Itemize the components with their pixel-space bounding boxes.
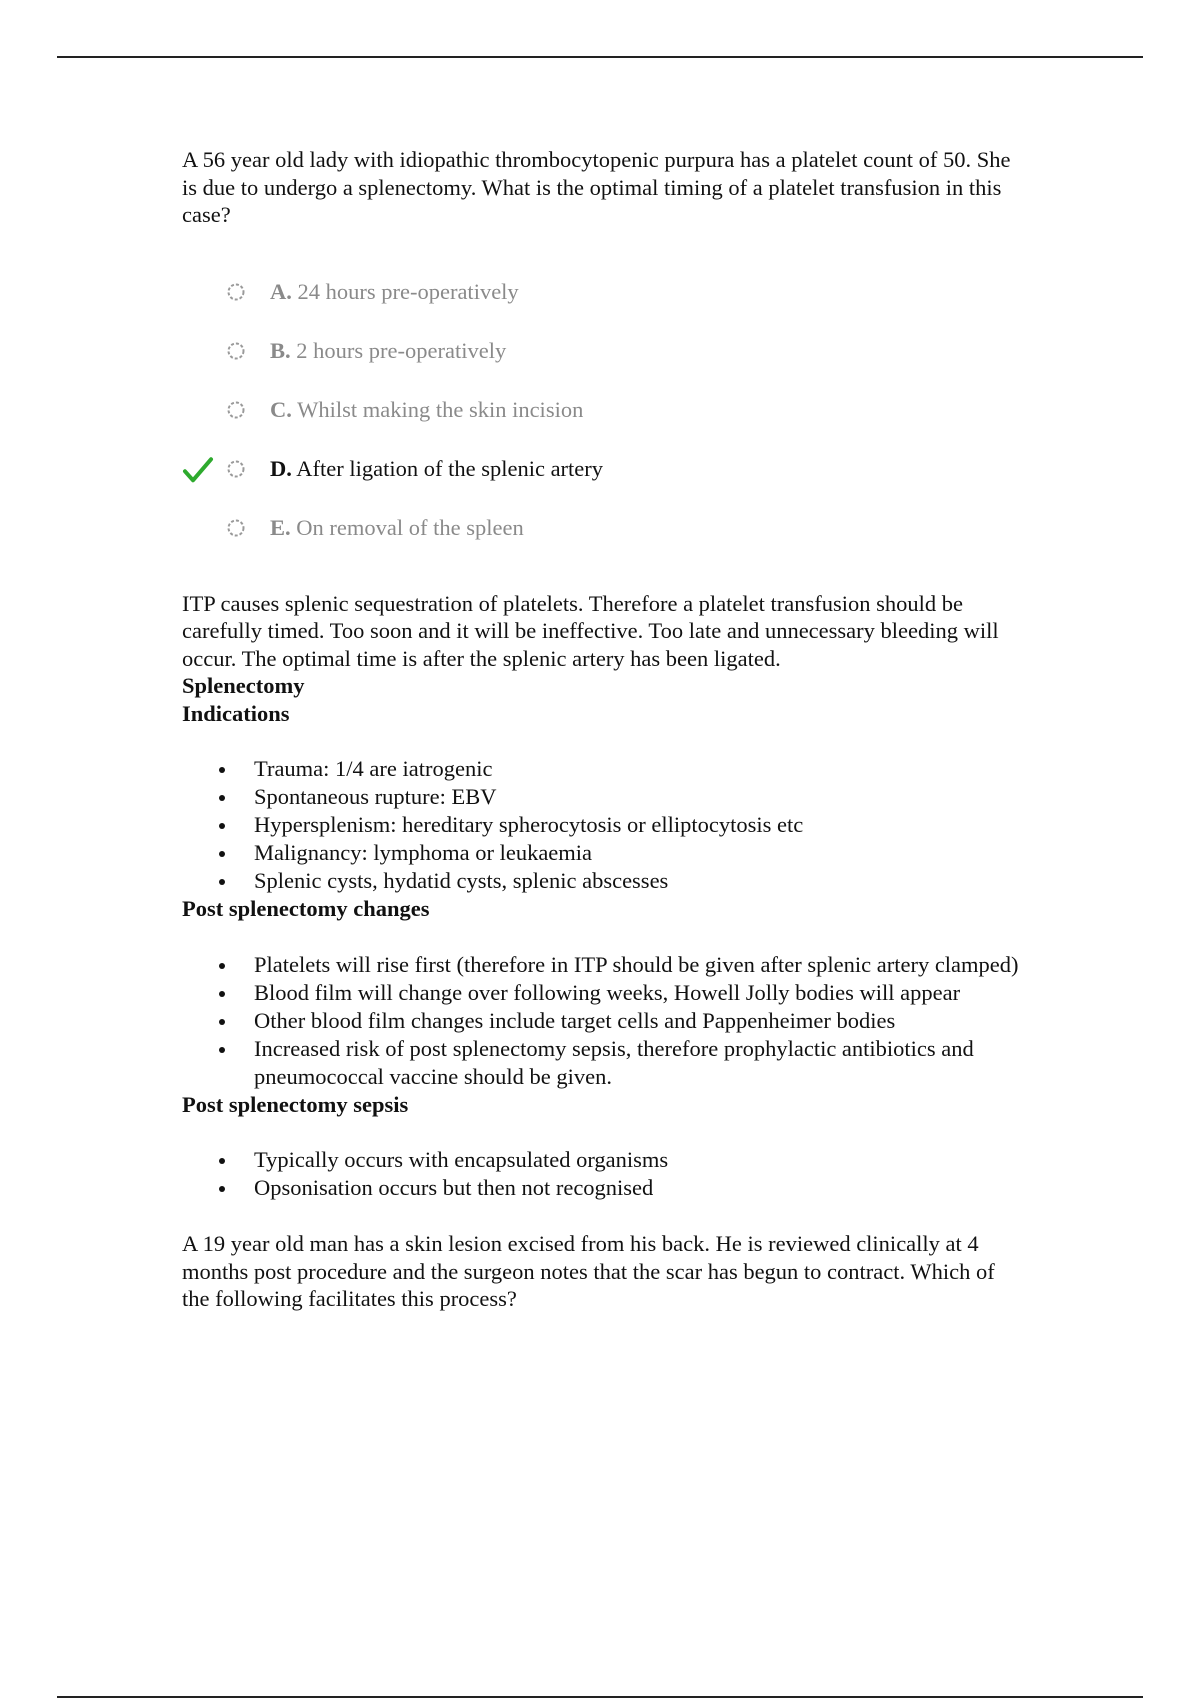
option-text: 2 hours pre-operatively <box>296 338 507 364</box>
option-letter: D. <box>270 456 292 482</box>
option-label <box>270 455 603 483</box>
list-item: Other blood film changes include target cells and Pappenheimer bodies <box>182 1007 1022 1035</box>
option-label <box>270 337 506 365</box>
option-letter: A. <box>270 279 292 305</box>
list-item: Malignancy: lymphoma or leukaemia <box>182 839 1022 867</box>
option-e[interactable] <box>182 499 1022 558</box>
option-letter: C. <box>270 397 292 423</box>
option-d[interactable] <box>182 440 1022 499</box>
list-item: Hypersplenism: hereditary spherocytosis or elliptocytosis etc <box>182 811 1022 839</box>
option-letter: E. <box>270 515 291 541</box>
question-1-text: A 56 year old lady with idiopathic thrombocytopenic purpura has a platelet count of 50. She is due to undergo a splenectomy. What is the optimal timing of a platelet transfusion in this case? <box>182 147 1011 227</box>
option-label <box>270 514 524 542</box>
option-b[interactable] <box>182 322 1022 381</box>
top-rule <box>57 56 1143 58</box>
post-splenectomy-changes-heading: Post splenectomy changes <box>182 896 430 921</box>
list-item: Blood film will change over following weeks, Howell Jolly bodies will appear <box>182 979 1022 1007</box>
list-item: Platelets will rise first (therefore in ITP should be given after splenic artery clamped) <box>182 951 1022 979</box>
answer-options <box>182 263 1022 558</box>
option-text: On removal of the spleen <box>296 515 524 541</box>
post-sepsis-list <box>182 1146 1022 1202</box>
page-content <box>182 146 1022 1313</box>
radio-button-icon[interactable] <box>226 518 246 538</box>
checkmark-icon <box>182 454 214 486</box>
option-text: Whilst making the skin incision <box>297 397 584 423</box>
list-item: Splenic cysts, hydatid cysts, splenic abscesses <box>182 867 1022 895</box>
splenectomy-heading: Splenectomy <box>182 673 305 698</box>
indications-list <box>182 755 1022 895</box>
question-2-text: A 19 year old man has a skin lesion excised from his back. He is reviewed clinically at 4 months post procedure and the surgeon notes that the scar has begun to contract. Which of the following facilitates this process? <box>182 1231 995 1311</box>
option-letter: B. <box>270 338 291 364</box>
list-item: Increased risk of post splenectomy sepsis, therefore prophylactic antibiotics and pneumococcal vaccine should be given. <box>182 1035 1022 1091</box>
option-text: After ligation of the splenic artery <box>296 456 604 482</box>
option-label <box>270 396 583 424</box>
indications-heading: Indications <box>182 700 290 726</box>
bottom-rule <box>57 1696 1143 1698</box>
option-label <box>270 278 519 306</box>
option-a[interactable] <box>182 263 1022 322</box>
list-item: Spontaneous rupture: EBV <box>182 783 1022 811</box>
list-item: Typically occurs with encapsulated organisms <box>182 1146 1022 1174</box>
list-item: Trauma: 1/4 are iatrogenic <box>182 755 1022 783</box>
option-c[interactable] <box>182 381 1022 440</box>
explanation-text: ITP causes splenic sequestration of platelets. Therefore a platelet transfusion should be carefully timed. Too soon and it will be ineffective. Too late and unnecessary bleeding will occur. The optimal time is after the splenic artery has been ligated. <box>182 590 999 671</box>
radio-button-icon[interactable] <box>226 282 246 302</box>
option-text: 24 hours pre-operatively <box>297 279 519 305</box>
post-splenectomy-sepsis-heading: Post splenectomy sepsis <box>182 1091 409 1117</box>
post-changes-list <box>182 951 1022 1091</box>
radio-button-icon[interactable] <box>226 400 246 420</box>
radio-button-icon[interactable] <box>226 459 246 479</box>
list-item: Opsonisation occurs but then not recognised <box>182 1174 1022 1202</box>
radio-button-icon[interactable] <box>226 341 246 361</box>
